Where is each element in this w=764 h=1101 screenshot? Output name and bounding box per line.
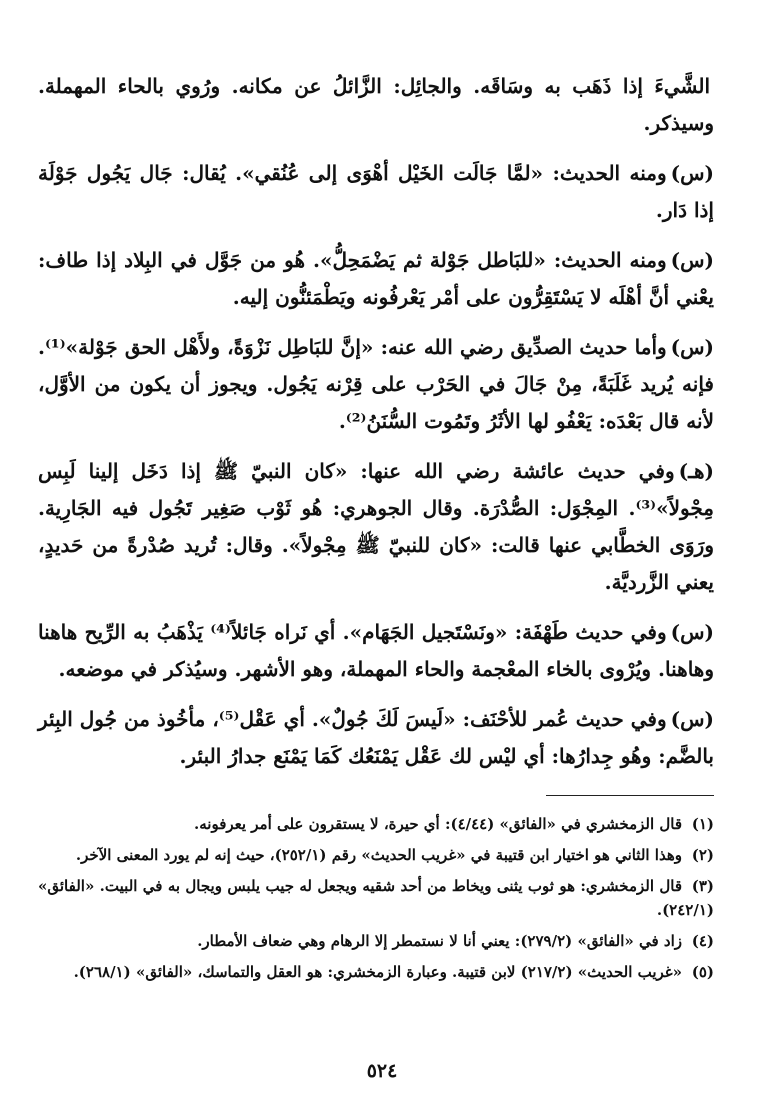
paragraph: (س)وفي حديث عُمر للأحْنَف: «لَيسَ لَكَ جُولٌ». أي عَقْل⁽⁵⁾، مأخُوذ من جُول البِئر بالضَّم: وهُو جِدارُها: أي ليْس لك عَقْل يَمْنَعُك كَمَا يَمْنَع جدارُ البئر. xyxy=(38,707,714,768)
main-text xyxy=(38,68,714,788)
paragraph: (س)ومنه الحديث: «للبَاطل جَوْلة ثم يَضْمَحِلُّ». هُو من جَوَّل في البِلاد إذا طاف: يعْني أنَّ أهْلَه لا يَسْتَقِرُّون على أمْر يَعْرفُونه ويَطْمَئنُّون إليه. xyxy=(38,248,714,309)
footnotes xyxy=(38,812,714,991)
paragraph: (س)وفي حديث طَهْفَة: «ونَسْتَجيل الجَهَام». أي نَراه جَائلاً⁽⁴⁾ يَذْهَبُ به الرِّيح هاهنا وهاهنا. ويُرْوى بالخاء المعْجمة والحاء المهملة، وهو الأشهر. وسيُذكر في موضعه. xyxy=(38,620,714,681)
footnote: (٣)قال الزمخشري: هو ثوب يثنى ويخاط من أحد شقيه ويجعل له جيب يلبس ويجال به في البيت. «الفائق» (٢٤٢/١). xyxy=(38,877,714,919)
footnote: (١)قال الزمخشري في «الفائق» (٤/٤٤): أي حيرة، لا يستقرون على أمر يعرفونه. xyxy=(194,815,714,833)
paragraph: (س)ومنه الحديث: «لمَّا جَالَت الخَيْل أهْوَى إلى عُنُقي». يُقال: جَال يَجُول جَوْلَة إذا دَار. xyxy=(38,161,714,222)
footnote: (٤)زاد في «الفائق» (٢٧٩/٢): يعني أنا لا نستمطر إلا الرهام وهي ضعاف الأمطار. xyxy=(197,932,714,950)
footnote: (٢)وهذا الثاني هو اختيار ابن قتيبة في «غريب الحديث» رقم (٢٥٢/١)، حيث إنه لم يورد المعنى الآخر. xyxy=(75,846,714,864)
footnote: (٥)«غريب الحديث» (٢١٧/٢) لابن قتيبة. وعبارة الزمخشري: هو العقل والتماسك، «الفائق» (٢٦٨/١). xyxy=(73,963,714,981)
paragraph: (هـ)وفي حديث عائشة رضي الله عنها: «كان النبيّ ﷺ إذا دَخَل إلينا لَبِس مِجْولاً»⁽³⁾. المِجْوَل: الصُّدْرَة. وقال الجوهري: هُو ثَوْب صَغِير تَجُول فيه الجَارِية. ورَوَى الخطَّابي عنها قالت: «كان للنبيّ ﷺ مِجْولاً». وقال: تُريد صُدْرةً من حَديدٍ، يعني الزَّرديَّة. xyxy=(38,459,714,594)
footnote-divider xyxy=(546,795,714,796)
paragraph: (س)وأما حديث الصدِّيق رضي الله عنه: «إنَّ للبَاطِل نَزْوَةً، ولأَهْل الحق جَوْلة»⁽¹⁾. فإنه يُريد غَلَبَةً، مِنْ جَالَ في الحَرْب على قِرْنه يَجُول. ويجوز أن يكون من الأوَّل، لأنه قال بَعْدَه: يَعْفُو لها الأثَرُ وتَمُوت السُّنَنُ⁽²⁾. xyxy=(38,335,714,433)
paragraph: الشَّيءَ إذا ذَهَب به وسَاقَه. والجائِل: الزَّائلُ عن مكانه. ورُوي بالحاء المهملة. وسيذكر. xyxy=(38,74,714,135)
page-number: ٥٢٤ xyxy=(366,1060,398,1082)
